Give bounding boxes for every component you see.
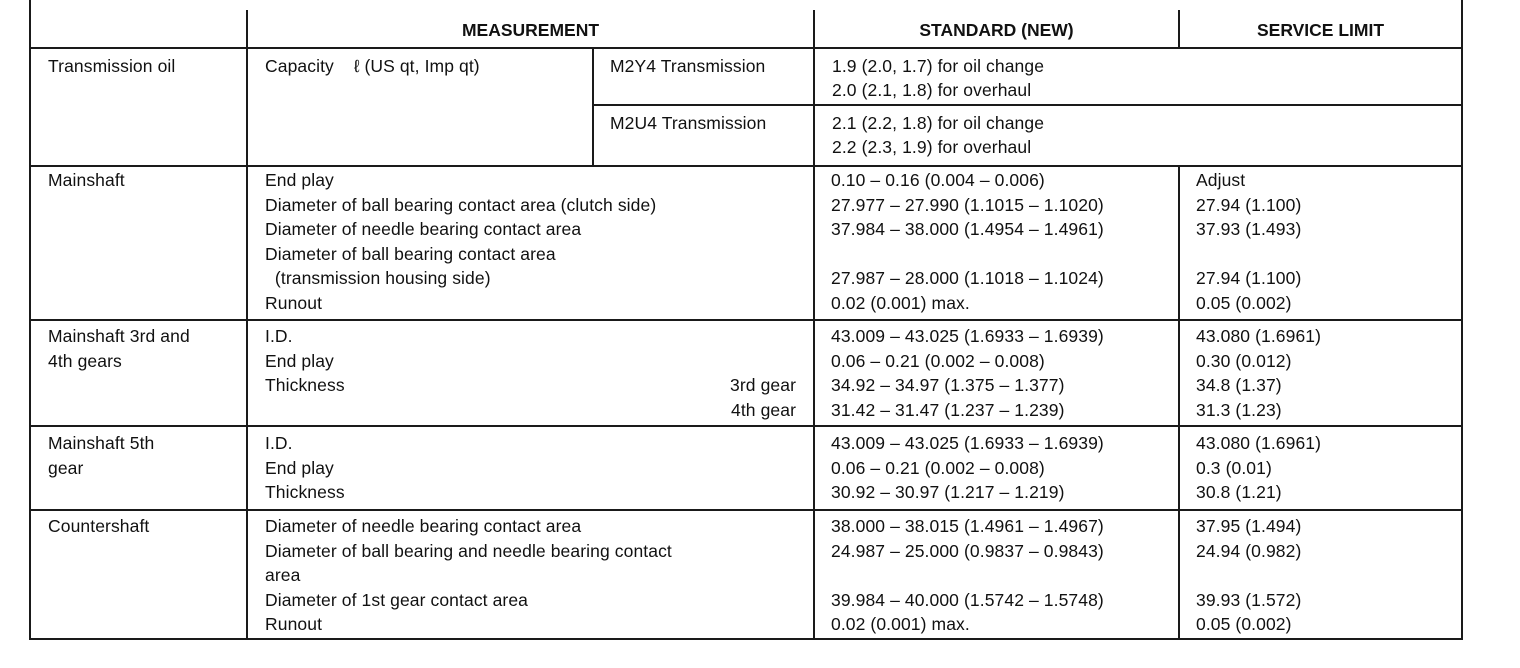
gear34-sub-label: 3rd gear — [730, 375, 796, 395]
gear5-limit: 43.080 (1.6961) — [1196, 433, 1322, 453]
column-divider — [246, 10, 248, 640]
gear5-measurement: End play — [265, 458, 334, 478]
gear34-measurement: End play — [265, 351, 334, 371]
countershaft-limit: 37.95 (1.494) — [1196, 516, 1302, 536]
mainshaft-standard: 37.984 – 38.000 (1.4954 – 1.4961) — [831, 219, 1104, 239]
mainshaft-measurement: Runout — [265, 293, 323, 313]
item-label-mainshaft-3-4: Mainshaft 3rd and — [48, 326, 190, 346]
mainshaft-limit: 0.05 (0.002) — [1196, 293, 1292, 313]
gear34-sub-label: 4th gear — [730, 400, 796, 420]
header-standard: STANDARD (NEW) — [919, 20, 1074, 40]
row-divider — [29, 165, 1463, 167]
mainshaft-limit: 27.94 (1.100) — [1196, 268, 1302, 288]
item-label-mainshaft-3-4: 4th gears — [48, 351, 122, 371]
gear5-standard: 43.009 – 43.025 (1.6933 – 1.6939) — [831, 433, 1104, 453]
gear34-limit: 0.30 (0.012) — [1196, 351, 1292, 371]
m2y4-oil-change: 1.9 (2.0, 1.7) for oil change — [832, 56, 1045, 76]
gear34-standard: 31.42 – 31.47 (1.237 – 1.239) — [831, 400, 1065, 420]
gear34-standard: 0.06 – 0.21 (0.002 – 0.008) — [831, 351, 1045, 371]
item-label-mainshaft-5: Mainshaft 5th — [48, 433, 155, 453]
table-bottom-rule — [29, 638, 1463, 640]
header-measurement: MEASUREMENT — [461, 20, 600, 40]
gear5-standard: 0.06 – 0.21 (0.002 – 0.008) — [831, 458, 1045, 478]
mainshaft-limit: 27.94 (1.100) — [1196, 195, 1302, 215]
countershaft-measurement: Runout — [265, 614, 323, 634]
countershaft-limit: 0.05 (0.002) — [1196, 614, 1292, 634]
item-label-mainshaft-5: gear — [48, 458, 84, 478]
mainshaft-standard: 0.02 (0.001) max. — [831, 293, 970, 313]
countershaft-measurement: area — [265, 565, 301, 585]
mainshaft-measurement: Diameter of needle bearing contact area — [265, 219, 582, 239]
mainshaft-standard: 0.10 – 0.16 (0.004 – 0.006) — [831, 170, 1045, 190]
countershaft-standard: 0.02 (0.001) max. — [831, 614, 970, 634]
row-divider — [29, 425, 1463, 427]
item-label-countershaft: Countershaft — [48, 516, 150, 536]
item-label-mainshaft: Mainshaft — [48, 170, 125, 190]
row-divider — [592, 104, 1463, 106]
countershaft-limit: 39.93 (1.572) — [1196, 590, 1302, 610]
countershaft-standard: 39.984 – 40.000 (1.5742 – 1.5748) — [831, 590, 1104, 610]
gear34-measurement: Thickness — [265, 375, 345, 395]
model-m2y4: M2Y4 Transmission — [610, 56, 766, 76]
gear34-standard: 34.92 – 34.97 (1.375 – 1.377) — [831, 375, 1065, 395]
m2u4-oil-change: 2.1 (2.2, 1.8) for oil change — [832, 113, 1045, 133]
m2u4-overhaul: 2.2 (2.3, 1.9) for overhaul — [832, 137, 1032, 157]
gear5-measurement: Thickness — [265, 482, 345, 502]
gear34-limit: 34.8 (1.37) — [1196, 375, 1282, 395]
countershaft-measurement: Diameter of needle bearing contact area — [265, 516, 582, 536]
countershaft-standard: 24.987 – 25.000 (0.9837 – 0.9843) — [831, 541, 1104, 561]
row-divider — [29, 509, 1463, 511]
mainshaft-limit: Adjust — [1196, 170, 1246, 190]
gear5-limit: 30.8 (1.21) — [1196, 482, 1282, 502]
gear34-measurement: I.D. — [265, 326, 293, 346]
countershaft-standard: 38.000 – 38.015 (1.4961 – 1.4967) — [831, 516, 1104, 536]
countershaft-measurement: Diameter of 1st gear contact area — [265, 590, 529, 610]
mainshaft-standard: 27.987 – 28.000 (1.1018 – 1.1024) — [831, 268, 1104, 288]
column-divider — [592, 48, 594, 166]
capacity-measurement: Capacity ℓ (US qt, Imp qt) — [265, 56, 480, 76]
mainshaft-measurement: Diameter of ball bearing contact area (clutch side) — [265, 195, 657, 215]
item-label-transmission-oil: Transmission oil — [48, 56, 176, 76]
row-divider — [29, 319, 1463, 321]
gear34-limit: 31.3 (1.23) — [1196, 400, 1282, 420]
mainshaft-limit: 37.93 (1.493) — [1196, 219, 1302, 239]
m2y4-overhaul: 2.0 (2.1, 1.8) for overhaul — [832, 80, 1032, 100]
header-rule — [29, 47, 1463, 49]
header-service-limit: SERVICE LIMIT — [1256, 20, 1385, 40]
column-divider — [1178, 166, 1180, 640]
countershaft-measurement: Diameter of ball bearing and needle bearing contact — [265, 541, 672, 561]
mainshaft-measurement: (transmission housing side) — [265, 268, 491, 288]
gear34-limit: 43.080 (1.6961) — [1196, 326, 1322, 346]
gear5-limit: 0.3 (0.01) — [1196, 458, 1272, 478]
mainshaft-standard: 27.977 – 27.990 (1.1015 – 1.1020) — [831, 195, 1104, 215]
gear5-measurement: I.D. — [265, 433, 293, 453]
gear5-standard: 30.92 – 30.97 (1.217 – 1.219) — [831, 482, 1065, 502]
model-m2u4: M2U4 Transmission — [610, 113, 767, 133]
countershaft-limit: 24.94 (0.982) — [1196, 541, 1302, 561]
mainshaft-measurement: End play — [265, 170, 334, 190]
gear34-standard: 43.009 – 43.025 (1.6933 – 1.6939) — [831, 326, 1104, 346]
mainshaft-measurement: Diameter of ball bearing contact area — [265, 244, 556, 264]
